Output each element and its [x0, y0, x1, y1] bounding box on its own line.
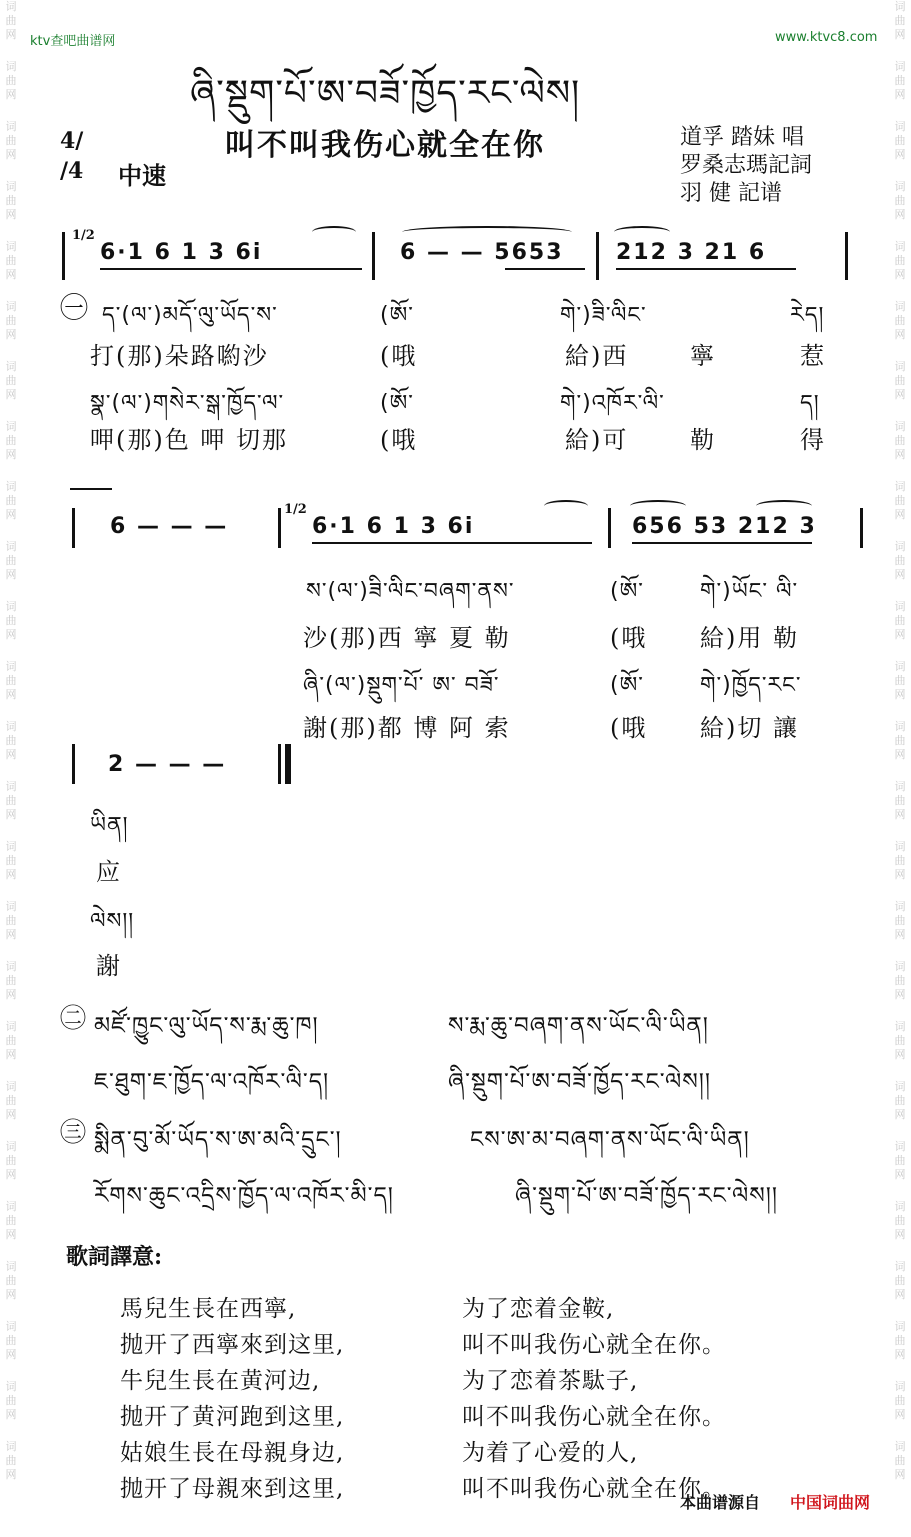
watermark-glyph-group: 词 曲 网 — [894, 540, 906, 581]
verse-3-number: ㊂ — [60, 1118, 87, 1148]
measure-2: 6 — — 5653 — [400, 240, 564, 265]
beam — [616, 268, 796, 270]
section-marker: 1/2 — [72, 228, 95, 243]
verse-2-chinese-a: 呷(那)色 呷 切那 — [90, 426, 288, 454]
verse-1-chinese-end: 应 — [96, 858, 122, 886]
verse2-line2-b: ཞི་སྡུག་པོ་ཨ་བཟོ་ཁྱོད་རང་ལེས།། — [448, 1069, 711, 1095]
verse-2-chinese-line2-c: 給)切 讓 — [700, 714, 799, 742]
section-marker: 1/2 — [284, 502, 307, 517]
verse-2-chinese-b: (哦 — [380, 426, 418, 454]
barline — [72, 744, 75, 784]
final-barline-thick — [285, 744, 291, 784]
measure-5: 6·1 6 1 3 6i — [312, 514, 475, 539]
watermark-glyph-group: 词 曲 网 — [894, 1260, 906, 1301]
verse-1-tibetan-d: རེད། — [790, 303, 825, 328]
verse-2-chinese-e: 得 — [800, 426, 826, 454]
source-label: 本曲谱源自 — [680, 1493, 761, 1512]
watermark-glyph-group: 词 曲 网 — [5, 360, 17, 401]
tie — [402, 226, 572, 238]
beam — [632, 542, 812, 544]
tie-continuation — [70, 488, 112, 490]
watermark-glyph-group: 词 曲 网 — [894, 420, 906, 461]
watermark-glyph-group: 词 曲 网 — [5, 480, 17, 521]
watermark-glyph-group: 词 曲 网 — [5, 960, 17, 1001]
watermark-glyph-group: 词 曲 网 — [894, 780, 906, 821]
verse-2-tibetan-line2-a: ཞི་(ལ་)སྡུག་པོ་ ཨ་ བཟོ་ — [303, 673, 500, 698]
watermark-glyph-group: 词 曲 网 — [5, 1260, 17, 1301]
watermark-glyph-group: 词 曲 网 — [5, 540, 17, 581]
verse-1-tibetan-line2-c: གེ་)ཡོང་ ལི་ — [700, 579, 799, 604]
translation-left-3: 牛兒生長在黄河边, — [120, 1368, 321, 1394]
watermark-glyph-group: 词 曲 网 — [894, 1380, 906, 1421]
measure-3: 212 3 21 6 — [616, 240, 767, 265]
watermark-glyph-group: 词 曲 网 — [5, 1080, 17, 1121]
translation-right-1: 为了恋着金鞍, — [462, 1296, 615, 1322]
barline — [62, 232, 65, 280]
verse-2-tibetan-line2-b: (ཨོ་ — [610, 673, 644, 698]
verse-2-tibetan-end: ལེས།། — [90, 909, 135, 934]
time-signature-top: 4/ — [60, 128, 84, 154]
watermark-glyph-group: 词 曲 网 — [5, 1380, 17, 1421]
verse3-line1-b: ངས་ཨ་མ་བཞག་ནས་ཡོང་ལི་ཡིན། — [470, 1127, 750, 1153]
watermark-glyph-group: 词 曲 网 — [5, 180, 17, 221]
verse-1-tibetan-line2-a: ས་(ལ་)ཟི་ལིང་བཞག་ནས་ — [306, 579, 515, 604]
verse-2-chinese-line2-a: 謝(那)都 博 阿 索 — [303, 714, 511, 742]
verse-1-tibetan-c: གེ་)ཟི་ལིང་ — [560, 303, 647, 328]
watermark-glyph-group: 词 曲 网 — [5, 420, 17, 461]
watermark-glyph-group: 词 曲 网 — [894, 120, 906, 161]
verse-1-tibetan-a: ད་(ལ་)མདོ་ལུ་ཡོད་ས་ — [102, 303, 278, 328]
watermark-glyph-group: 词 曲 网 — [5, 60, 17, 101]
watermark-glyph-group: 词 曲 网 — [5, 1440, 17, 1481]
translation-right-3: 为了恋着茶駄子, — [462, 1368, 639, 1394]
verse-2-tibetan-c: གེ་)འཁོར་ལི་ — [560, 391, 665, 416]
translation-right-4: 叫不叫我伤心就全在你。 — [462, 1404, 726, 1430]
final-barline-thin — [278, 744, 281, 784]
credit-notation: 羽 健 記谱 — [680, 181, 782, 206]
tempo-marking: 中速 — [118, 161, 166, 190]
barline — [608, 508, 611, 548]
verse3-line1-a: སྨིན་བུ་མོ་ཡོད་ས་ཨ་མའི་དྲུང་། — [94, 1127, 342, 1153]
watermark-glyph-group: 词 曲 网 — [5, 240, 17, 281]
translation-right-5: 为着了心爱的人, — [462, 1440, 639, 1466]
watermark-glyph-group: 词 曲 网 — [5, 900, 17, 941]
watermark-glyph-group: 词 曲 网 — [894, 840, 906, 881]
barline — [372, 232, 375, 280]
verse-1-marker: ㊀ — [60, 291, 89, 324]
verse2-line1-b: ས་རྨ་ཆུ་བཞག་ནས་ཡོང་ལི་ཡིན། — [448, 1013, 709, 1039]
watermark-glyph-group: 词 曲 网 — [894, 660, 906, 701]
verse-2-chinese-d: 勒 — [690, 426, 716, 454]
verse-1-chinese-a: 打(那)朵路喲沙 — [90, 342, 269, 370]
left-watermark-column — [0, 0, 22, 1537]
verse3-line2-a: རོགས་ཆུང་འདྲིས་ཁྱོད་ལ་འཁོར་མི་ད། — [94, 1183, 394, 1209]
translation-heading: 歌詞譯意: — [66, 1244, 163, 1270]
watermark-glyph-group: 词 曲 网 — [894, 1080, 906, 1121]
verse-2-tibetan-line2-c: གེ་)ཁྱོད་རང་ — [700, 673, 802, 698]
credit-lyrics: 罗桑志瑪記詞 — [680, 153, 813, 178]
watermark-glyph-group: 词 曲 网 — [894, 60, 906, 101]
watermark-glyph-group: 词 曲 网 — [894, 1200, 906, 1241]
barline — [845, 232, 848, 280]
translation-left-5: 姑娘生長在母親身边, — [120, 1440, 345, 1466]
translation-right-2: 叫不叫我伤心就全在你。 — [462, 1332, 726, 1358]
verse-1-tibetan-b: (ཨོ་ — [380, 303, 414, 328]
beam — [312, 542, 592, 544]
translation-left-1: 馬兒生長在西寧, — [120, 1296, 297, 1322]
verse-2-tibetan-a: སྣ་(ལ་)གསེར་སྒ་ཁྱོད་ལ་ — [90, 391, 285, 416]
watermark-glyph-group: 词 曲 网 — [894, 0, 906, 41]
measure-1: 6·1 6 1 3 6i — [100, 240, 263, 265]
verse3-line2-b: ཞི་སྡུག་པོ་ཨ་བཟོ་ཁྱོད་རང་ལེས།། — [515, 1183, 778, 1209]
verse-2-tibetan-d: ད། — [800, 391, 820, 416]
translation-left-4: 抛开了黄河跑到这里, — [120, 1404, 345, 1430]
watermark-glyph-group: 词 曲 网 — [5, 1200, 17, 1241]
translation-left-6: 抛开了母親來到这里, — [120, 1476, 345, 1502]
measure-6: 656 53 212 3 — [632, 514, 817, 539]
watermark-glyph-group: 词 曲 网 — [894, 300, 906, 341]
translation-left-2: 抛开了西寧來到这里, — [120, 1332, 345, 1358]
slur — [544, 500, 588, 512]
slur — [614, 226, 670, 238]
watermark-glyph-group: 词 曲 网 — [5, 600, 17, 641]
verse2-line1-a: མཛོ་ཁྱུང་ལུ་ཡོད་ས་རྨ་ཆུ་ཁ། — [94, 1013, 319, 1039]
verse-2-chinese-c: 給)可 — [565, 426, 629, 454]
site-watermark-left: ktv查吧曲谱网 — [30, 34, 116, 49]
verse-2-tibetan-b: (ཨོ་ — [380, 391, 414, 416]
slur — [312, 226, 356, 238]
watermark-glyph-group: 词 曲 网 — [894, 240, 906, 281]
watermark-glyph-group: 词 曲 网 — [894, 1140, 906, 1181]
watermark-glyph-group: 词 曲 网 — [5, 300, 17, 341]
barline — [860, 508, 863, 548]
watermark-glyph-group: 词 曲 网 — [5, 720, 17, 761]
verse-2-number: ㊁ — [60, 1004, 87, 1034]
chinese-title: 叫不叫我伤心就全在你 — [225, 128, 545, 163]
tibetan-title: ཞི་སྡུག་པོ་ཨ་བཟོ་ཁྱོད་རང་ལེས། — [190, 73, 581, 114]
verse-1-chinese-b: (哦 — [380, 342, 418, 370]
right-watermark-column — [889, 0, 911, 1537]
credit-singer: 道孚 踏妹 唱 — [680, 125, 804, 150]
verse-1-chinese-d: 寧 — [690, 342, 716, 370]
watermark-glyph-group: 词 曲 网 — [894, 900, 906, 941]
watermark-glyph-group: 词 曲 网 — [894, 600, 906, 641]
verse-2-chinese-end: 謝 — [96, 952, 122, 980]
verse-1-tibetan-end: ཡིན། — [90, 813, 129, 838]
watermark-glyph-group: 词 曲 网 — [894, 180, 906, 221]
translation-right-6: 叫不叫我伤心就全在你。 — [462, 1476, 726, 1502]
watermark-glyph-group: 词 曲 网 — [894, 1440, 906, 1481]
beam — [100, 268, 362, 270]
barline — [596, 232, 599, 280]
watermark-glyph-group: 词 曲 网 — [894, 1320, 906, 1361]
source-site-link[interactable]: 中国词曲网 — [790, 1493, 871, 1512]
watermark-glyph-group: 词 曲 网 — [5, 840, 17, 881]
watermark-glyph-group: 词 曲 网 — [894, 360, 906, 401]
measure-7: 2 — — — — [108, 752, 227, 777]
site-watermark-right: www.ktvc8.com — [775, 30, 878, 45]
barline — [278, 508, 281, 548]
watermark-glyph-group: 词 曲 网 — [5, 1140, 17, 1181]
verse-1-chinese-c: 給)西 — [565, 342, 629, 370]
watermark-glyph-group: 词 曲 网 — [894, 480, 906, 521]
verse-1-chinese-line2-b: (哦 — [610, 624, 648, 652]
watermark-glyph-group: 词 曲 网 — [894, 720, 906, 761]
verse-1-chinese-e: 惹 — [800, 342, 826, 370]
watermark-glyph-group: 词 曲 网 — [894, 1020, 906, 1061]
slur — [756, 500, 812, 512]
watermark-glyph-group: 词 曲 网 — [5, 0, 17, 41]
verse-1-tibetan-line2-b: (ཨོ་ — [610, 579, 644, 604]
measure-4: 6 — — — — [110, 514, 229, 539]
verse-1-chinese-line2-a: 沙(那)西 寧 夏 勒 — [303, 624, 511, 652]
slur — [630, 500, 686, 512]
watermark-glyph-group: 词 曲 网 — [5, 120, 17, 161]
verse-2-chinese-line2-b: (哦 — [610, 714, 648, 742]
beam — [505, 268, 585, 270]
barline — [72, 508, 75, 548]
watermark-glyph-group: 词 曲 网 — [5, 1020, 17, 1061]
watermark-glyph-group: 词 曲 网 — [5, 780, 17, 821]
watermark-glyph-group: 词 曲 网 — [894, 960, 906, 1001]
verse2-line2-a: ཇ་ཐུག་ཇ་ཁྱོད་ལ་འཁོར་ལི་ད། — [94, 1069, 330, 1095]
time-signature-bottom: /4 — [60, 158, 84, 184]
watermark-glyph-group: 词 曲 网 — [5, 660, 17, 701]
watermark-glyph-group: 词 曲 网 — [5, 1320, 17, 1361]
verse-1-chinese-line2-c: 給)用 勒 — [700, 624, 799, 652]
